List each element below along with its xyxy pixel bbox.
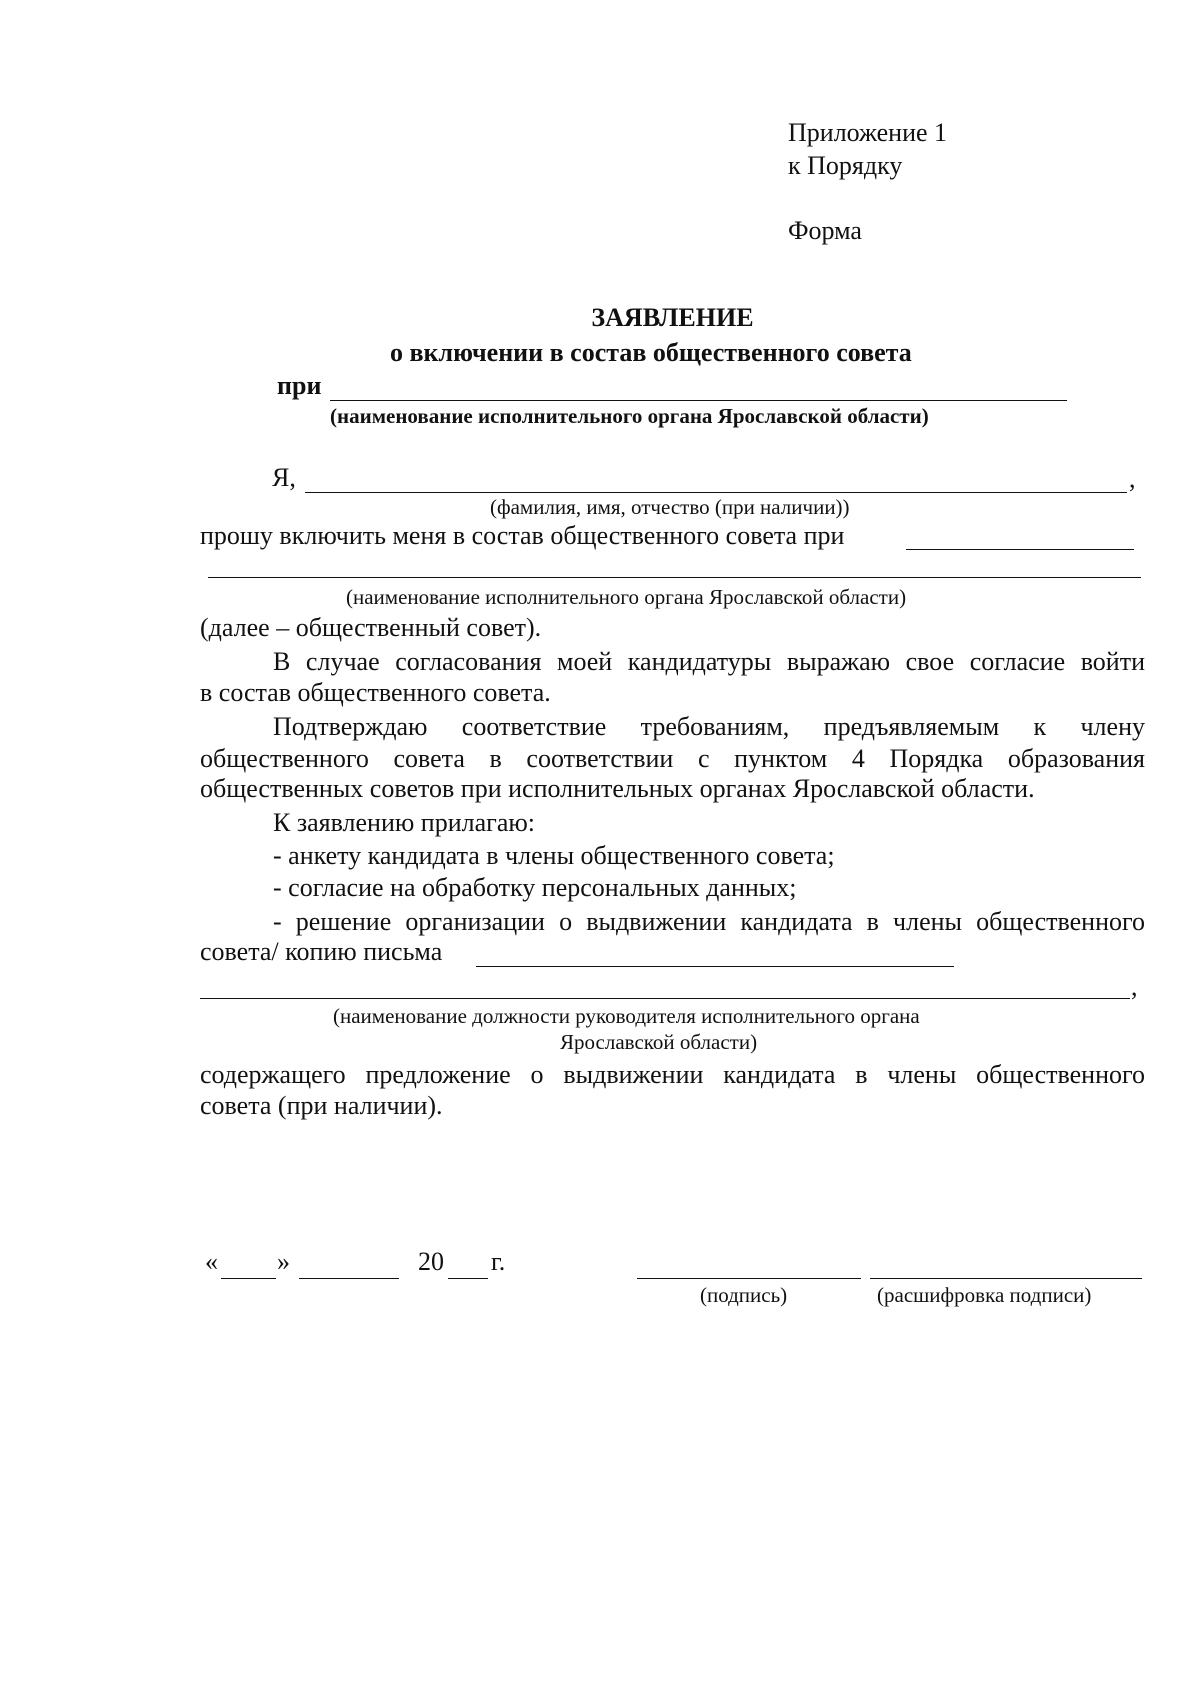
request-text: прошу включить меня в состав общественного совета при — [200, 521, 845, 550]
full-name-caption: (фамилия, имя, отчество (при наличии)) — [490, 495, 850, 519]
consent-line-2: в состав общественного совета. — [200, 678, 551, 707]
confirm-line-1: Подтверждаю соответствие требованиям, предъявляемым к члену — [273, 712, 1145, 741]
comma-mark-2: , — [1131, 972, 1138, 1001]
council-organization-field[interactable] — [906, 521, 1134, 550]
consent-line-1: В случае согласования моей кандидатуры выражаю свое согласие войти — [273, 647, 1145, 676]
organization-caption: (наименование исполнительного органа Ярославской области) — [330, 404, 929, 428]
date-year-suffix: г. — [491, 1247, 506, 1276]
document-title: ЗАЯВЛЕНИЕ — [591, 303, 754, 332]
confirm-line-2: общественного совета в соответствии с пунктом 4 Порядка образования — [200, 744, 1145, 773]
containing-line-1: содержащего предложение о выдвижении кандидата в члены общественного — [200, 1060, 1145, 1089]
document-subtitle: о включении в состав общественного совета — [390, 338, 912, 367]
organization-name-field[interactable] — [330, 372, 1067, 401]
signature-caption: (подпись) — [700, 1283, 788, 1307]
attachment-decision-line-2: совета/ копию письма — [200, 937, 443, 966]
organization-caption-2: (наименование исполнительного органа Ярославской области) — [346, 585, 907, 609]
signature-decoding-field[interactable] — [870, 1250, 1142, 1279]
attachments-intro: К заявлению прилагаю: — [273, 808, 536, 837]
council-organization-field-continued[interactable] — [208, 549, 1141, 578]
letter-field-continued[interactable] — [200, 970, 1130, 999]
date-quote-open: « — [205, 1247, 218, 1276]
date-day-field[interactable] — [221, 1250, 276, 1279]
attachment-consent: - согласие на обработку персональных данных; — [273, 873, 797, 902]
pri-label: при — [277, 371, 322, 400]
head-position-caption-2: Ярославской области) — [560, 1030, 758, 1054]
comma-mark: , — [1129, 464, 1136, 493]
containing-line-2: совета (при наличии). — [200, 1091, 443, 1120]
signature-field[interactable] — [637, 1250, 861, 1279]
appendix-label: Приложение 1 — [788, 118, 948, 147]
date-year-prefix: 20 — [418, 1247, 444, 1276]
attachment-decision-line-1: - решение организации о выдвижении кандидата в члены общественного — [273, 907, 1145, 936]
confirm-line-3: общественных советов при исполнительных органах Ярославской области. — [200, 774, 1035, 803]
further-text: (далее – общественный совет). — [200, 613, 542, 642]
letter-field[interactable] — [476, 938, 954, 967]
date-quote-close: » — [277, 1247, 290, 1276]
head-position-caption-1: (наименование должности руководителя исполнительного органа — [333, 1004, 920, 1028]
date-month-field[interactable] — [299, 1250, 399, 1279]
signature-decoding-caption: (расшифровка подписи) — [877, 1283, 1092, 1307]
attachment-questionnaire: - анкету кандидата в члены общественного совета; — [273, 841, 835, 870]
date-year-field[interactable] — [448, 1250, 488, 1279]
full-name-field[interactable] — [305, 464, 1127, 493]
form-label: Форма — [788, 216, 862, 245]
order-reference: к Порядку — [788, 151, 903, 180]
ya-label: Я, — [272, 463, 296, 492]
